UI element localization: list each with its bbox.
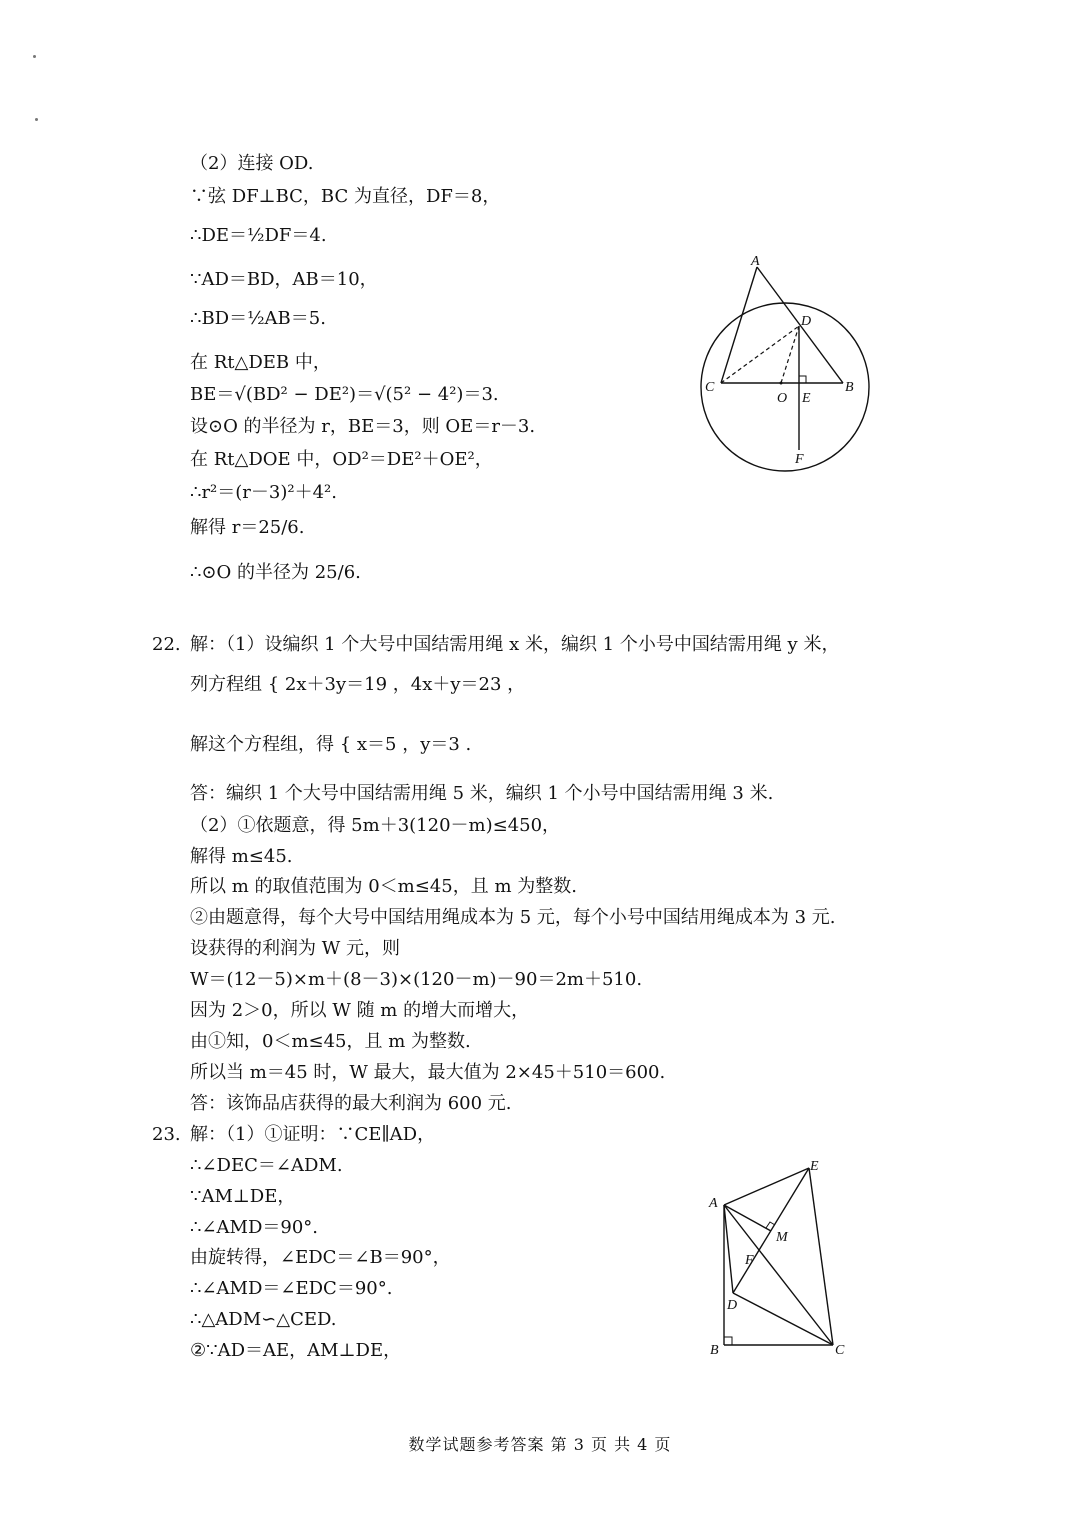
q21-line-9: 在 Rt△DOE 中，OD²＝DE²＋OE²，: [190, 449, 493, 470]
q22-line-6: 解得 m≤45.: [190, 846, 293, 867]
label-e: E: [810, 1159, 819, 1174]
q21-line-6: 在 Rt△DEB 中，: [190, 352, 331, 373]
label-d: D: [801, 314, 812, 329]
q22-line-8: ②由题意得，每个大号中国结用绳成本为 5 元，每个小号中国结用绳成本为 3 元.: [190, 907, 836, 928]
q22-line-1: 解：（1）设编织 1 个大号中国结需用绳 x 米，编织 1 个小号中国结需用绳 y 米，: [190, 634, 840, 655]
segment-od-dashed: [781, 326, 799, 383]
segment-ad: [724, 1205, 733, 1293]
q23-line-3: ∵AM⊥DE，: [190, 1186, 296, 1207]
segment-am: [724, 1205, 771, 1231]
q22-line-7: 所以 m 的取值范围为 0＜m≤45，且 m 为整数.: [190, 876, 577, 897]
q23-line-2: ∴∠DEC＝∠ADM.: [190, 1155, 343, 1176]
q23-number: 23.: [152, 1124, 181, 1145]
q23-line-8: ②∵AD＝AE，AM⊥DE，: [190, 1340, 402, 1361]
circle-figure: [695, 245, 880, 475]
q23-line-7: ∴△ADM∽△CED.: [190, 1309, 337, 1330]
scan-speck: [33, 55, 36, 58]
label-f: F: [795, 452, 804, 467]
q21-line-10: ∴r²＝(r－3)²＋4².: [190, 482, 337, 503]
q23-line-4: ∴∠AMD＝90°.: [190, 1217, 319, 1238]
q22-line-10: W＝(12－5)×m＋(8－3)×(120－m)－90＝2m＋510.: [190, 969, 643, 990]
segment-ac: [721, 267, 757, 383]
label-a: A: [709, 1196, 718, 1211]
label-f: F: [745, 1253, 754, 1268]
label-e: E: [802, 391, 811, 406]
q21-line-7: BE＝√(BD² − DE²)＝√(5² − 4²)＝3.: [190, 384, 499, 405]
q21-line-11: 解得 r＝25/6.: [190, 517, 305, 538]
q21-line-8: 设⊙O 的半径为 r，BE＝3，则 OE＝r－3.: [190, 416, 536, 437]
q21-line-4: ∵AD＝BD，AB＝10，: [190, 269, 378, 290]
q22-line-3: 解这个方程组，得 { x＝5 ，y＝3 .: [190, 734, 472, 755]
label-c: C: [835, 1343, 845, 1358]
q22-line-13: 所以当 m＝45 时，W 最大，最大值为 2×45＋510＝600.: [190, 1062, 666, 1083]
q22-line-11: 因为 2＞0，所以 W 随 m 的增大而增大，: [190, 1000, 530, 1021]
q22-line-4: 答：编织 1 个大号中国结需用绳 5 米，编织 1 个小号中国结需用绳 3 米.: [190, 783, 774, 804]
label-b: B: [845, 380, 854, 395]
q23-line-6: ∴∠AMD＝∠EDC＝90°.: [190, 1278, 393, 1299]
q21-line-2: ∵弦 DF⊥BC，BC 为直径，DF＝8，: [190, 186, 501, 207]
label-c: C: [705, 380, 715, 395]
label-m: M: [776, 1230, 788, 1245]
segment-dc: [733, 1293, 833, 1345]
q22-line-12: 由①知，0＜m≤45，且 m 为整数.: [190, 1031, 471, 1052]
q22-number: 22.: [152, 634, 181, 655]
label-b: B: [710, 1343, 719, 1358]
q21-line-12: ∴⊙O 的半径为 25/6.: [190, 562, 361, 583]
center-point: [780, 382, 783, 385]
q22-line-9: 设获得的利润为 W 元，则: [190, 938, 400, 959]
page-footer: 数学试题参考答案 第 3 页 共 4 页: [408, 1435, 672, 1454]
segment-ae: [724, 1168, 809, 1205]
right-angle-mark-b: [724, 1337, 732, 1345]
q23-line-1: 解：（1）①证明：∵CE∥AD，: [190, 1124, 436, 1145]
q21-line-5: ∴BD＝½AB＝5.: [190, 308, 326, 329]
quadrilateral-figure: [700, 1155, 860, 1360]
segment-cd-dashed: [721, 326, 799, 383]
q22-line-5: （2）①依题意，得 5m＋3(120－m)≤450，: [190, 815, 561, 836]
label-a: A: [751, 254, 760, 269]
q22-line-2: 列方程组 { 2x＋3y＝19 ，4x＋y＝23 ，: [190, 674, 526, 695]
q23-line-5: 由旋转得，∠EDC＝∠B＝90°，: [190, 1247, 451, 1268]
label-o: O: [777, 391, 788, 406]
q21-line-3: ∴DE＝½DF＝4.: [190, 225, 327, 246]
q21-line-1: （2）连接 OD.: [190, 153, 314, 174]
scan-speck: [35, 118, 38, 121]
q22-line-14: 答：该饰品店获得的最大利润为 600 元.: [190, 1093, 512, 1114]
segment-ab: [757, 267, 843, 383]
circle-o: [701, 303, 869, 471]
label-d: D: [727, 1298, 738, 1313]
right-angle-mark: [799, 376, 806, 383]
